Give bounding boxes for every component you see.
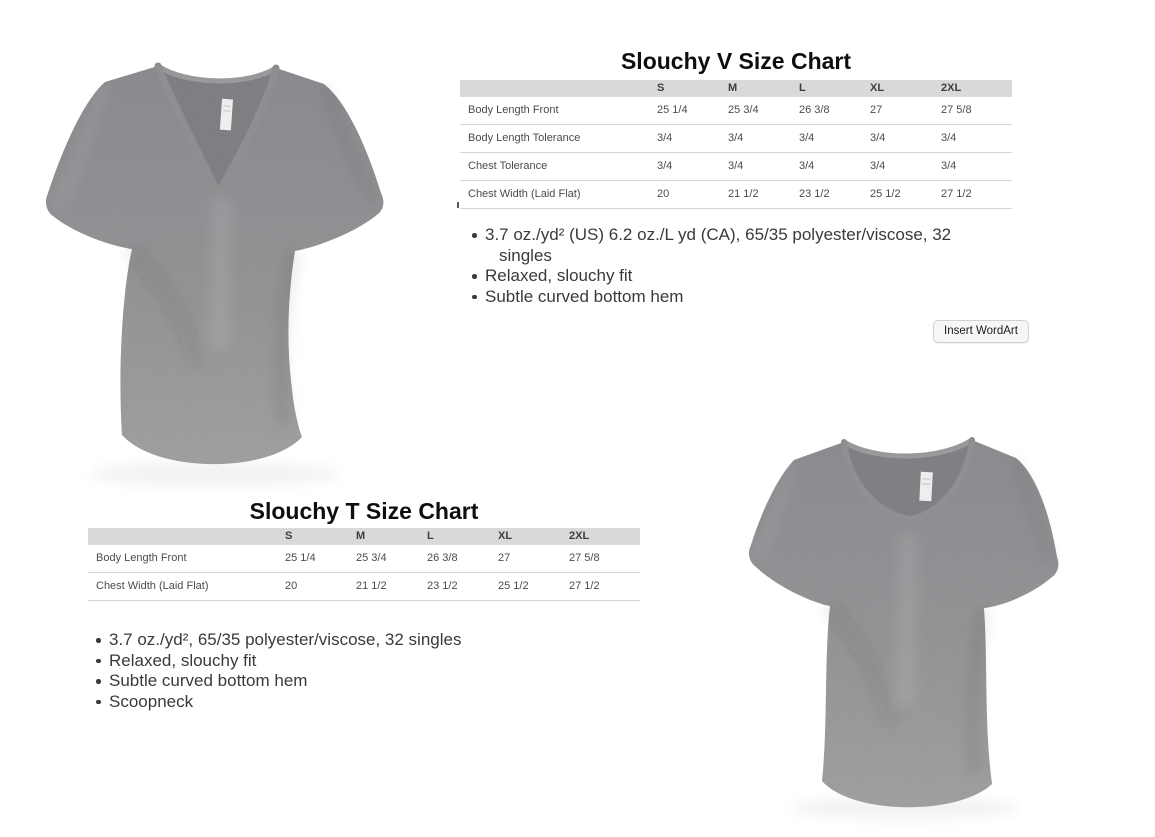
col-header-l: L [799, 80, 870, 97]
size-value: 23 1/2 [799, 181, 870, 209]
bullet-item: Scoopneck [92, 692, 522, 713]
row-label: Body Length Front [460, 97, 657, 125]
t-size-chart-title: Slouchy T Size Chart [249, 498, 479, 524]
v-feature-list [468, 225, 973, 307]
t-size-chart-table [88, 528, 640, 601]
size-value: 25 1/4 [285, 545, 356, 573]
scoop-neck-tee-illustration [740, 414, 1064, 828]
stray-text-mark [457, 202, 459, 208]
col-header-m: M [356, 528, 427, 545]
row-label: Body Length Front [88, 545, 285, 573]
shadow [89, 462, 339, 486]
scoop-tee-product-image [740, 414, 1064, 833]
col-header-s: S [285, 528, 356, 545]
size-value: 3/4 [728, 125, 799, 153]
col-header-m: M [728, 80, 799, 97]
size-value: 25 1/4 [657, 97, 728, 125]
table-corner-cell [88, 528, 285, 545]
col-header-s: S [657, 80, 728, 97]
size-value: 26 3/8 [799, 97, 870, 125]
size-value: 27 5/8 [941, 97, 1012, 125]
size-value: 20 [657, 181, 728, 209]
bullet-item: Relaxed, slouchy fit [468, 266, 973, 287]
insert-wordart-button[interactable]: Insert WordArt [933, 320, 1029, 343]
size-value: 25 1/2 [498, 573, 569, 601]
v-neck-tee-illustration [36, 44, 392, 494]
size-value: 3/4 [941, 125, 1012, 153]
size-value: 26 3/8 [427, 545, 498, 573]
size-value: 21 1/2 [728, 181, 799, 209]
v-size-chart-title: Slouchy V Size Chart [620, 48, 852, 74]
size-value: 21 1/2 [356, 573, 427, 601]
bullet-item: Relaxed, slouchy fit [92, 651, 522, 672]
size-value: 20 [285, 573, 356, 601]
row-label: Chest Width (Laid Flat) [88, 573, 285, 601]
size-value: 3/4 [728, 153, 799, 181]
size-value: 3/4 [870, 153, 941, 181]
size-value: 27 5/8 [569, 545, 640, 573]
size-value: 3/4 [799, 153, 870, 181]
size-value: 27 [870, 97, 941, 125]
size-value: 3/4 [657, 153, 728, 181]
size-value: 27 1/2 [569, 573, 640, 601]
size-value: 3/4 [870, 125, 941, 153]
bullet-item: 3.7 oz./yd² (US) 6.2 oz./L yd (CA), 65/35 polyester/viscose, 32 singles [468, 225, 973, 266]
size-value: 3/4 [799, 125, 870, 153]
col-header-2xl: 2XL [941, 80, 1012, 97]
table-corner-cell [460, 80, 657, 97]
size-value: 23 1/2 [427, 573, 498, 601]
bullet-item: 3.7 oz./yd², 65/35 polyester/viscose, 32 singles [92, 630, 522, 651]
size-value: 25 1/2 [870, 181, 941, 209]
col-header-l: L [427, 528, 498, 545]
row-label: Body Length Tolerance [460, 125, 657, 153]
size-value: 3/4 [941, 153, 1012, 181]
size-value: 3/4 [657, 125, 728, 153]
v-size-chart-table [460, 80, 1012, 209]
v-tee-product-image [36, 44, 392, 499]
t-feature-list [92, 630, 522, 712]
col-header-xl: XL [870, 80, 941, 97]
heather-texture [36, 44, 392, 494]
size-value: 25 3/4 [728, 97, 799, 125]
heather-texture [740, 414, 1064, 828]
bullet-item: Subtle curved bottom hem [468, 287, 973, 308]
col-header-2xl: 2XL [569, 528, 640, 545]
col-header-xl: XL [498, 528, 569, 545]
row-label: Chest Width (Laid Flat) [460, 181, 657, 209]
row-label: Chest Tolerance [460, 153, 657, 181]
size-value: 27 1/2 [941, 181, 1012, 209]
size-value: 25 3/4 [356, 545, 427, 573]
bullet-item: Subtle curved bottom hem [92, 671, 522, 692]
size-value: 27 [498, 545, 569, 573]
